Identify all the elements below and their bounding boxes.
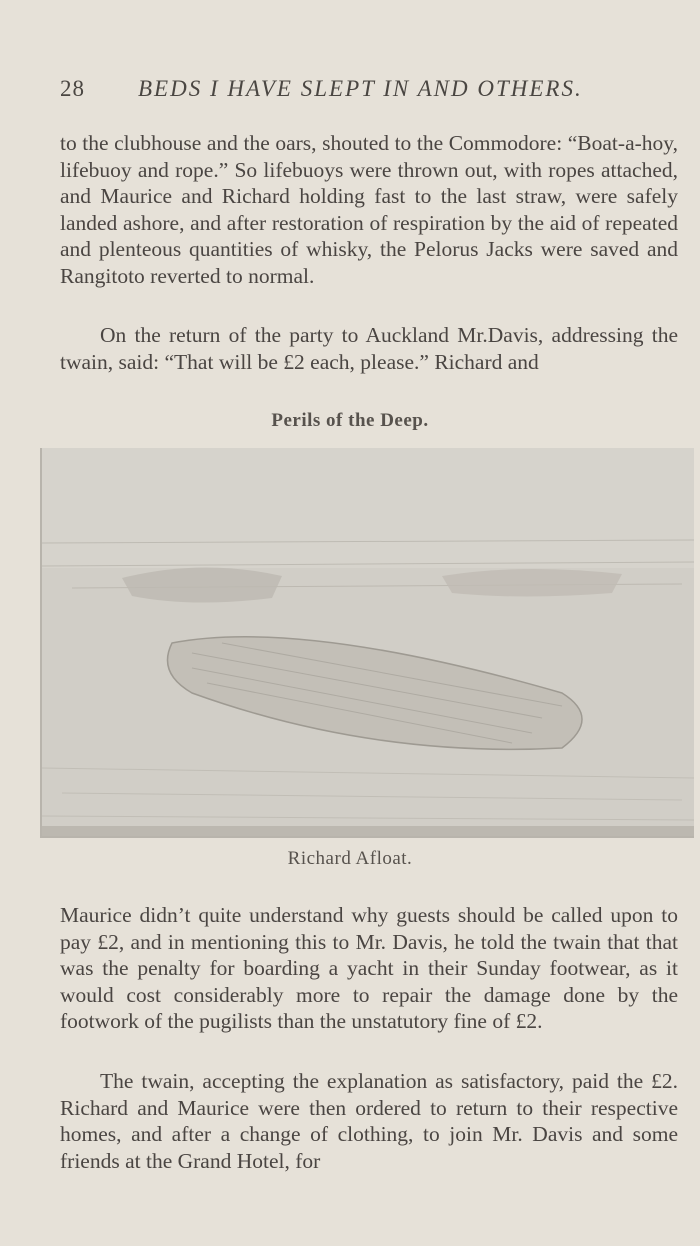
figure-caption: Richard Afloat. — [287, 848, 413, 869]
paragraph-1: to the clubhouse and the oars, shouted to the Commodore: “Boat-a-hoy, lifebuoy and rope.” So lifebuoys were thrown out, with ropes attached, and Maurice and Richard holding fast to the last straw, were safely landed ashore, and after restoration of respiration by the aid of repeated and plenteous quantities of whisky, the Pelorus Jacks were saved and Rangitoto reverted to normal. — [60, 131, 678, 288]
photo-illustration — [42, 448, 694, 836]
paragraph-3: Maurice didn’t quite understand why guests should be called upon to pay £2, and in mentioning this to Mr. Davis, he told the twain that that was the penalty for boarding a yacht in their Sunday footwear, as it would cost considerably more to repair the damage done by the footwork of the pugilists than the unstatutory fine of £2. — [60, 903, 678, 1033]
paragraph-2: On the return of the party to Auckland Mr.Davis, addressing the twain, said: “That will be £2 each, please.” Richard and — [60, 323, 678, 374]
page-number: 28 — [60, 76, 85, 101]
figure-title: Perils of the Deep. — [271, 410, 429, 431]
paragraph-4: The twain, accepting the explanation as satisfactory, paid the £2. Richard and Maurice were then ordered to return to their respective homes, and after a change of clothing, to join Mr. Davis and some friends at the Grand Hotel, for — [60, 1069, 678, 1173]
running-title: BEDS I HAVE SLEPT IN AND OTHERS. — [138, 76, 583, 101]
page-header — [60, 76, 620, 102]
photo-richard-afloat — [40, 448, 694, 838]
